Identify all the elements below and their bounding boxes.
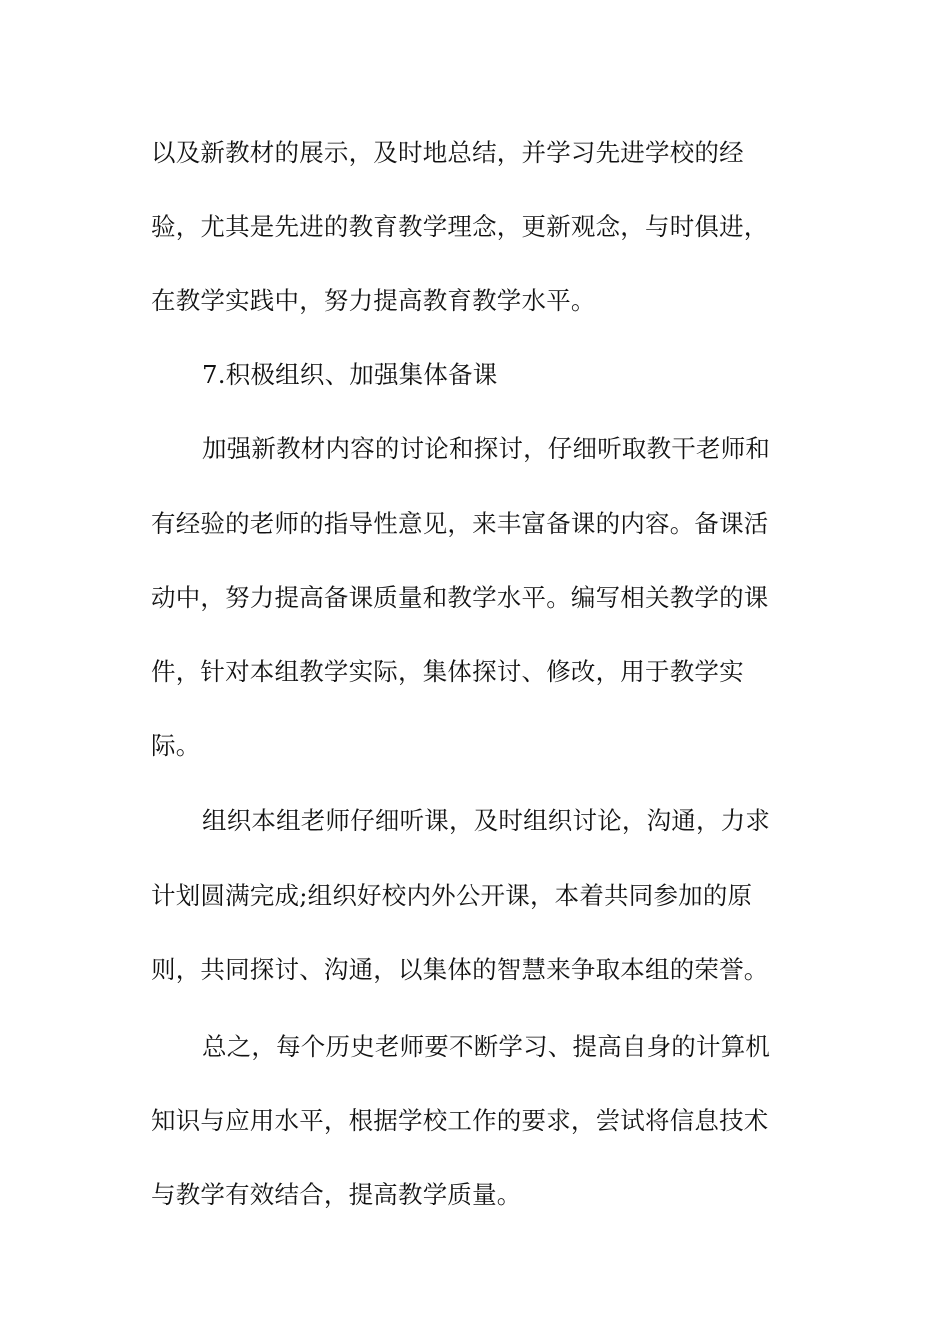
text-line-7: 动中，努力提高备课质量和教学水平。编写相关教学的课 [151, 583, 769, 612]
text-line-14: 知识与应用水平，根据学校工作的要求，尝试将信息技术 [151, 1106, 769, 1135]
text-line-9: 际。 [151, 731, 201, 760]
text-line-2: 验，尤其是先进的教育教学理念，更新观念，与时俱进， [151, 212, 769, 241]
section-heading: 7.积极组织、加强集体备课 [202, 360, 498, 389]
text-line-12: 则，共同探讨、沟通，以集体的智慧来争取本组的荣誉。 [151, 955, 769, 984]
text-line-8: 件，针对本组教学实际，集体探讨、修改，用于教学实 [151, 657, 744, 686]
text-line-3: 在教学实践中，努力提高教育教学水平。 [151, 286, 596, 315]
text-line-6: 有经验的老师的指导性意见，来丰富备课的内容。备课活 [151, 509, 769, 538]
text-line-11: 计划圆满完成;组织好校内外公开课，本着共同参加的原 [151, 881, 753, 910]
text-line-1: 以及新教材的展示，及时地总结，并学习先进学校的经 [151, 138, 744, 167]
text-line-15: 与教学有效结合，提高教学质量。 [151, 1180, 522, 1209]
text-line-13: 总之，每个历史老师要不断学习、提高自身的计算机 [202, 1032, 771, 1061]
text-line-10: 组织本组老师仔细听课，及时组织讨论，沟通，力求 [202, 806, 771, 835]
text-line-5: 加强新教材内容的讨论和探讨，仔细听取教干老师和 [202, 434, 771, 463]
